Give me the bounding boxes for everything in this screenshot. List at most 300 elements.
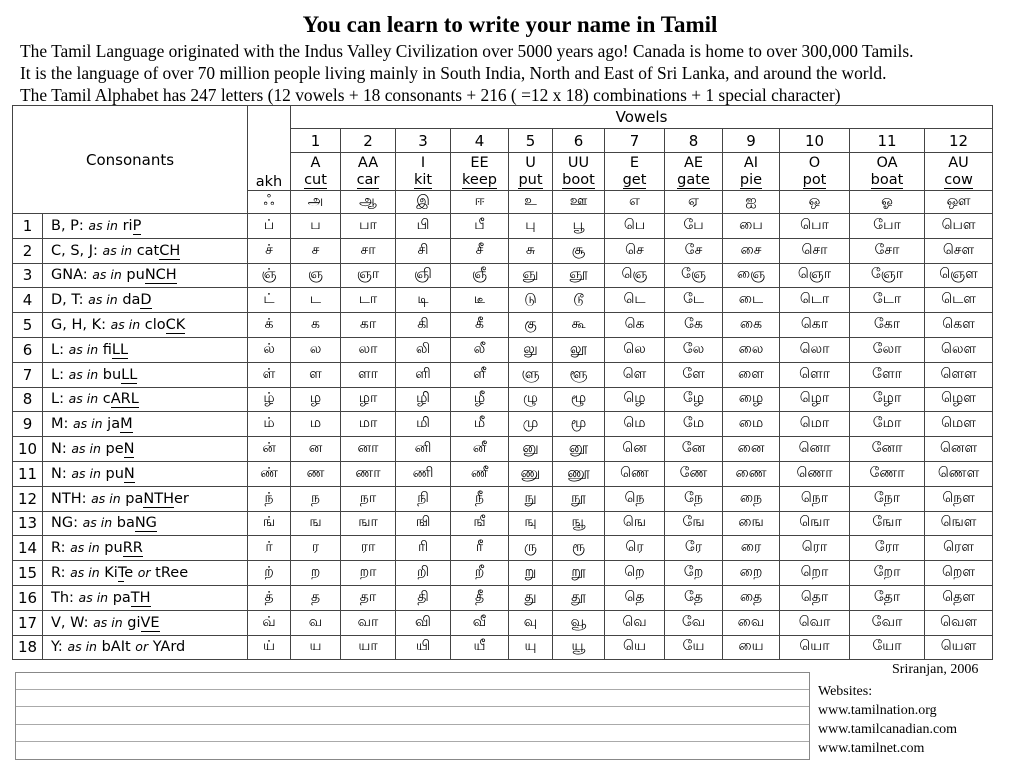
- vowel-sound-cell: [925, 153, 993, 191]
- vowel-letter: ஐ: [723, 191, 780, 214]
- combined-letter: னூ: [553, 437, 605, 462]
- websites-list: [818, 682, 957, 758]
- consonant-letter: ம்: [248, 412, 291, 437]
- vowel-letter: ஓ: [850, 191, 925, 214]
- consonant-letter: ப்: [248, 214, 291, 239]
- consonant-description: [43, 214, 248, 239]
- combined-letter: வீ: [451, 610, 509, 635]
- combined-letter: யை: [723, 635, 780, 660]
- example-alternate: tRee: [155, 565, 189, 582]
- combined-letter: றௌ: [925, 561, 993, 586]
- as-in-label: as in: [70, 540, 100, 556]
- combined-letter: நா: [341, 486, 396, 511]
- combined-letter: ல: [291, 337, 341, 362]
- combined-letter: பூ: [553, 214, 605, 239]
- combined-letter: லோ: [850, 337, 925, 362]
- combined-letter: கீ: [451, 313, 509, 338]
- combined-letter: டை: [723, 288, 780, 313]
- consonant-letter: ள்: [248, 362, 291, 387]
- combined-letter: ளீ: [451, 362, 509, 387]
- row-number: 7: [13, 362, 43, 387]
- combined-letter: தை: [723, 585, 780, 610]
- name-writing-area[interactable]: [15, 672, 810, 760]
- consonant-sound: GNA:: [51, 267, 88, 284]
- as-in-label: as in: [73, 416, 103, 432]
- combined-letter: ஙொ: [780, 511, 850, 536]
- as-in-label: as in: [67, 639, 97, 655]
- consonant-description: [43, 387, 248, 412]
- website-link[interactable]: www.tamilnation.org: [818, 703, 937, 718]
- consonant-sound: Y:: [51, 639, 63, 656]
- combined-letter: ளொ: [780, 362, 850, 387]
- combined-letter: வு: [509, 610, 553, 635]
- combined-letter: லௌ: [925, 337, 993, 362]
- combined-letter: போ: [850, 214, 925, 239]
- combined-letter: யீ: [451, 635, 509, 660]
- combined-letter: ழீ: [451, 387, 509, 412]
- vowel-letter: ஏ: [665, 191, 723, 214]
- combined-letter: சே: [665, 238, 723, 263]
- combined-letter: றீ: [451, 561, 509, 586]
- website-link[interactable]: www.tamilnet.com: [818, 741, 925, 756]
- combined-letter: பெ: [605, 214, 665, 239]
- consonant-description: [43, 288, 248, 313]
- example-prefix: fi: [102, 341, 112, 358]
- vowel-number: 2: [341, 129, 396, 153]
- combined-letter: ப: [291, 214, 341, 239]
- example-prefix: pe: [105, 441, 124, 458]
- combined-letter: ணா: [341, 461, 396, 486]
- combined-letter: யே: [665, 635, 723, 660]
- consonant-sound: L:: [51, 341, 64, 358]
- combined-letter: ளா: [341, 362, 396, 387]
- example-highlight: RR: [122, 540, 143, 557]
- combined-letter: னொ: [780, 437, 850, 462]
- vowel-sound-cell: [341, 153, 396, 191]
- vowel-sound-cell: [780, 153, 850, 191]
- combined-letter: ரி: [396, 536, 451, 561]
- combined-letter: யௌ: [925, 635, 993, 660]
- combined-letter: ஞ: [291, 263, 341, 288]
- combined-letter: ரா: [341, 536, 396, 561]
- combined-letter: தோ: [850, 585, 925, 610]
- consonant-row: [13, 412, 993, 437]
- as-in-label: as in: [92, 267, 122, 283]
- consonant-row: [13, 511, 993, 536]
- combined-letter: றி: [396, 561, 451, 586]
- combined-letter: கொ: [780, 313, 850, 338]
- consonant-letter: ஞ்: [248, 263, 291, 288]
- tamil-alphabet-table: [12, 105, 993, 660]
- combined-letter: னீ: [451, 437, 509, 462]
- website-link[interactable]: www.tamilcanadian.com: [818, 722, 958, 737]
- example-highlight: P: [132, 217, 142, 234]
- combined-letter: கூ: [553, 313, 605, 338]
- vowel-name: AE: [683, 154, 704, 171]
- combined-letter: ஙை: [723, 511, 780, 536]
- consonant-sound: G, H, K:: [51, 317, 106, 334]
- combined-letter: ஞோ: [850, 263, 925, 288]
- vowel-number: 7: [605, 129, 665, 153]
- consonant-sound: L:: [51, 366, 64, 383]
- vowel-name: AA: [357, 154, 379, 171]
- consonant-letter: ர்: [248, 536, 291, 561]
- websites-label: Websites:: [818, 684, 873, 699]
- combined-letter: ழை: [723, 387, 780, 412]
- example-prefix: c: [102, 391, 111, 408]
- combined-letter: மூ: [553, 412, 605, 437]
- row-number: 3: [13, 263, 43, 288]
- vowel-example-word: get: [622, 171, 647, 188]
- combined-letter: ட: [291, 288, 341, 313]
- example-prefix: bu: [102, 366, 122, 383]
- row-number: 11: [13, 461, 43, 486]
- combined-letter: டூ: [553, 288, 605, 313]
- combined-letter: ஞா: [341, 263, 396, 288]
- vowel-example-word: cut: [304, 171, 327, 188]
- combined-letter: ளி: [396, 362, 451, 387]
- consonant-sound: M:: [51, 416, 69, 433]
- as-in-label: as in: [70, 565, 100, 581]
- combined-letter: ரீ: [451, 536, 509, 561]
- consonant-row: [13, 536, 993, 561]
- consonant-description: [43, 486, 248, 511]
- consonant-description: [43, 585, 248, 610]
- vowel-letter: ஈ: [451, 191, 509, 214]
- row-number: 4: [13, 288, 43, 313]
- vowel-example-word: kit: [413, 171, 433, 188]
- combined-letter: யெ: [605, 635, 665, 660]
- combined-letter: ஞை: [723, 263, 780, 288]
- row-number: 9: [13, 412, 43, 437]
- vowel-number: 11: [850, 129, 925, 153]
- row-number: 2: [13, 238, 43, 263]
- combined-letter: மை: [723, 412, 780, 437]
- combined-letter: யு: [509, 635, 553, 660]
- vowel-sound-cell: [509, 153, 553, 191]
- example-prefix: clo: [144, 317, 166, 334]
- intro-line-3: The Tamil Alphabet has 247 letters (12 vowels + 18 consonants + 216 ( =12 x 18) combinations + 1 special character): [20, 85, 841, 105]
- vowel-sound-cell: [665, 153, 723, 191]
- author-credit: Sriranjan, 2006: [892, 662, 979, 677]
- vowel-name: O: [808, 154, 821, 171]
- combined-letter: றா: [341, 561, 396, 586]
- combined-letter: பௌ: [925, 214, 993, 239]
- vowel-letter: ஆ: [341, 191, 396, 214]
- as-in-label: as in: [93, 614, 123, 630]
- combined-letter: ரு: [509, 536, 553, 561]
- combined-letter: வி: [396, 610, 451, 635]
- vowel-example-word: boat: [870, 171, 904, 188]
- combined-letter: சொ: [780, 238, 850, 263]
- combined-letter: மௌ: [925, 412, 993, 437]
- vowel-sound-cell: [553, 153, 605, 191]
- combined-letter: வௌ: [925, 610, 993, 635]
- combined-letter: னை: [723, 437, 780, 462]
- combined-letter: ஞு: [509, 263, 553, 288]
- as-in-label: as in: [71, 465, 101, 481]
- vowel-letter: அ: [291, 191, 341, 214]
- vowel-name: UU: [567, 154, 590, 171]
- combined-letter: ழா: [341, 387, 396, 412]
- example-highlight: NG: [134, 515, 157, 532]
- example-highlight: ARL: [110, 391, 139, 408]
- vowel-name: A: [310, 154, 321, 171]
- combined-letter: பு: [509, 214, 553, 239]
- consonant-letter: ந்: [248, 486, 291, 511]
- page-title: You can learn to write your name in Tamil: [302, 12, 718, 37]
- example-highlight: NTH: [143, 490, 174, 507]
- as-in-label: as in: [78, 589, 109, 605]
- combined-letter: னௌ: [925, 437, 993, 462]
- combined-letter: கெ: [605, 313, 665, 338]
- combined-letter: யா: [341, 635, 396, 660]
- combined-letter: தெ: [605, 585, 665, 610]
- combined-letter: கௌ: [925, 313, 993, 338]
- combined-letter: மெ: [605, 412, 665, 437]
- combined-letter: பொ: [780, 214, 850, 239]
- vowels-header-row: [13, 106, 993, 129]
- combined-letter: றே: [665, 561, 723, 586]
- combined-letter: டோ: [850, 288, 925, 313]
- combined-letter: ழு: [509, 387, 553, 412]
- example-suffix: e: [124, 565, 134, 582]
- example-prefix: pa: [125, 490, 144, 507]
- combined-letter: னி: [396, 437, 451, 462]
- as-in-label: as in: [68, 341, 99, 357]
- combined-letter: தி: [396, 585, 451, 610]
- combined-letter: மே: [665, 412, 723, 437]
- combined-letter: ளெ: [605, 362, 665, 387]
- vowel-number: 9: [723, 129, 780, 153]
- combined-letter: யூ: [553, 635, 605, 660]
- consonant-row: [13, 635, 993, 660]
- consonant-description: [43, 412, 248, 437]
- consonant-row: [13, 610, 993, 635]
- combined-letter: சௌ: [925, 238, 993, 263]
- combined-letter: சு: [509, 238, 553, 263]
- combined-letter: னே: [665, 437, 723, 462]
- vowel-name: OA: [876, 154, 898, 171]
- combined-letter: ழோ: [850, 387, 925, 412]
- consonant-letter: க்: [248, 313, 291, 338]
- vowel-example-word: car: [356, 171, 380, 188]
- consonant-description: [43, 313, 248, 338]
- consonant-row: [13, 561, 993, 586]
- combined-letter: நே: [665, 486, 723, 511]
- row-number: 15: [13, 561, 43, 586]
- combined-letter: ணௌ: [925, 461, 993, 486]
- as-in-label: as in: [68, 391, 99, 407]
- combined-letter: ழே: [665, 387, 723, 412]
- combined-letter: ணொ: [780, 461, 850, 486]
- consonant-sound: Th:: [51, 589, 74, 606]
- combined-letter: ம: [291, 412, 341, 437]
- consonant-description: [43, 635, 248, 660]
- row-number: 1: [13, 214, 43, 239]
- combined-letter: ஙே: [665, 511, 723, 536]
- combined-letter: ற: [291, 561, 341, 586]
- vowels-header: Vowels: [291, 106, 993, 129]
- consonant-sound: L:: [51, 391, 64, 408]
- combined-letter: நூ: [553, 486, 605, 511]
- combined-letter: டு: [509, 288, 553, 313]
- combined-letter: லை: [723, 337, 780, 362]
- combined-letter: லி: [396, 337, 451, 362]
- writing-line: [16, 689, 809, 690]
- combined-letter: நௌ: [925, 486, 993, 511]
- combined-letter: வ: [291, 610, 341, 635]
- writing-line: [16, 741, 809, 742]
- combined-letter: நோ: [850, 486, 925, 511]
- vowel-sound-cell: [291, 153, 341, 191]
- vowel-name: AU: [948, 154, 969, 171]
- example-highlight: LL: [121, 366, 138, 383]
- combined-letter: ஙு: [509, 511, 553, 536]
- vowel-letter: உ: [509, 191, 553, 214]
- combined-letter: னா: [341, 437, 396, 462]
- combined-letter: லே: [665, 337, 723, 362]
- combined-letter: லு: [509, 337, 553, 362]
- consonant-sound: V, W:: [51, 614, 89, 631]
- consonant-row: [13, 238, 993, 263]
- combined-letter: வை: [723, 610, 780, 635]
- row-number: 13: [13, 511, 43, 536]
- combined-letter: ஙி: [396, 511, 451, 536]
- vowel-sound-cell: [396, 153, 451, 191]
- combined-letter: ரொ: [780, 536, 850, 561]
- combined-letter: ழௌ: [925, 387, 993, 412]
- vowel-example-word: put: [518, 171, 543, 188]
- consonant-letter: ய்: [248, 635, 291, 660]
- consonant-letter: ச்: [248, 238, 291, 263]
- example-prefix: ri: [122, 217, 133, 234]
- combined-letter: மி: [396, 412, 451, 437]
- consonant-letter: ற்: [248, 561, 291, 586]
- combined-letter: மொ: [780, 412, 850, 437]
- consonant-letter: ண்: [248, 461, 291, 486]
- example-highlight: TH: [130, 589, 151, 606]
- vowel-sound-cell: [850, 153, 925, 191]
- consonants-header: Consonants: [13, 106, 248, 214]
- combined-letter: கு: [509, 313, 553, 338]
- vowel-number: 4: [451, 129, 509, 153]
- combined-letter: ஙௌ: [925, 511, 993, 536]
- vowel-name: AI: [743, 154, 759, 171]
- combined-letter: த: [291, 585, 341, 610]
- combined-letter: நை: [723, 486, 780, 511]
- as-in-label: as in: [91, 490, 121, 506]
- vowel-name: E: [629, 154, 640, 171]
- combined-letter: ள: [291, 362, 341, 387]
- row-number: 5: [13, 313, 43, 338]
- example-highlight: M: [120, 416, 133, 433]
- example-prefix: pu: [104, 540, 123, 557]
- combined-letter: வொ: [780, 610, 850, 635]
- consonant-description: [43, 461, 248, 486]
- akh-header: [248, 106, 291, 191]
- as-in-label: as in: [82, 515, 113, 531]
- combined-letter: ஞெ: [605, 263, 665, 288]
- combined-letter: பா: [341, 214, 396, 239]
- combined-letter: ணு: [509, 461, 553, 486]
- combined-letter: ளூ: [553, 362, 605, 387]
- combined-letter: லொ: [780, 337, 850, 362]
- consonant-row: [13, 313, 993, 338]
- vowel-number: 6: [553, 129, 605, 153]
- combined-letter: மு: [509, 412, 553, 437]
- consonant-row: [13, 461, 993, 486]
- example-prefix: ba: [116, 515, 135, 532]
- vowel-example-word: gate: [677, 171, 710, 188]
- combined-letter: ஞூ: [553, 263, 605, 288]
- or-label: or: [137, 565, 151, 581]
- combined-letter: வூ: [553, 610, 605, 635]
- vowel-sound-cell: [605, 153, 665, 191]
- combined-letter: ண: [291, 461, 341, 486]
- vowel-example-word: boot: [562, 171, 595, 188]
- consonant-row: [13, 585, 993, 610]
- vowel-letter: ஒ: [780, 191, 850, 214]
- example-prefix: ja: [107, 416, 121, 433]
- combined-letter: ர: [291, 536, 341, 561]
- example-highlight: LL: [111, 341, 129, 358]
- combined-letter: ஞி: [396, 263, 451, 288]
- writing-line: [16, 724, 809, 725]
- combined-letter: றோ: [850, 561, 925, 586]
- combined-letter: கோ: [850, 313, 925, 338]
- combined-letter: மோ: [850, 412, 925, 437]
- vowel-number: 12: [925, 129, 993, 153]
- vowel-number: 8: [665, 129, 723, 153]
- combined-letter: ஞௌ: [925, 263, 993, 288]
- example-prefix: da: [122, 292, 141, 309]
- intro-line-1: The Tamil Language originated with the Indus Valley Civilization over 5000 years ago! Canada is home to over 300,000 Tamils.: [20, 41, 914, 61]
- combined-letter: சீ: [451, 238, 509, 263]
- combined-letter: பே: [665, 214, 723, 239]
- vowel-number: 1: [291, 129, 341, 153]
- vowel-sound-cell: [723, 153, 780, 191]
- combined-letter: பீ: [451, 214, 509, 239]
- combined-letter: தொ: [780, 585, 850, 610]
- consonant-description: [43, 536, 248, 561]
- combined-letter: ரோ: [850, 536, 925, 561]
- combined-letter: க: [291, 313, 341, 338]
- combined-letter: டௌ: [925, 288, 993, 313]
- combined-letter: ளோ: [850, 362, 925, 387]
- vowel-name: I: [420, 154, 426, 171]
- row-number: 8: [13, 387, 43, 412]
- consonant-sound: R:: [51, 565, 66, 582]
- vowel-example-word: pie: [739, 171, 763, 188]
- example-highlight: NCH: [144, 267, 177, 284]
- consonant-description: [43, 362, 248, 387]
- as-in-label: as in: [71, 441, 101, 457]
- vowel-name: U: [525, 154, 536, 171]
- vowel-name: EE: [470, 154, 489, 171]
- consonant-description: [43, 238, 248, 263]
- combined-letter: றூ: [553, 561, 605, 586]
- combined-letter: ளு: [509, 362, 553, 387]
- combined-letter: டே: [665, 288, 723, 313]
- combined-letter: ன: [291, 437, 341, 462]
- combined-letter: வே: [665, 610, 723, 635]
- example-highlight: N: [123, 465, 135, 482]
- combined-letter: றை: [723, 561, 780, 586]
- vowel-letter: எ: [605, 191, 665, 214]
- combined-letter: றொ: [780, 561, 850, 586]
- combined-letter: கே: [665, 313, 723, 338]
